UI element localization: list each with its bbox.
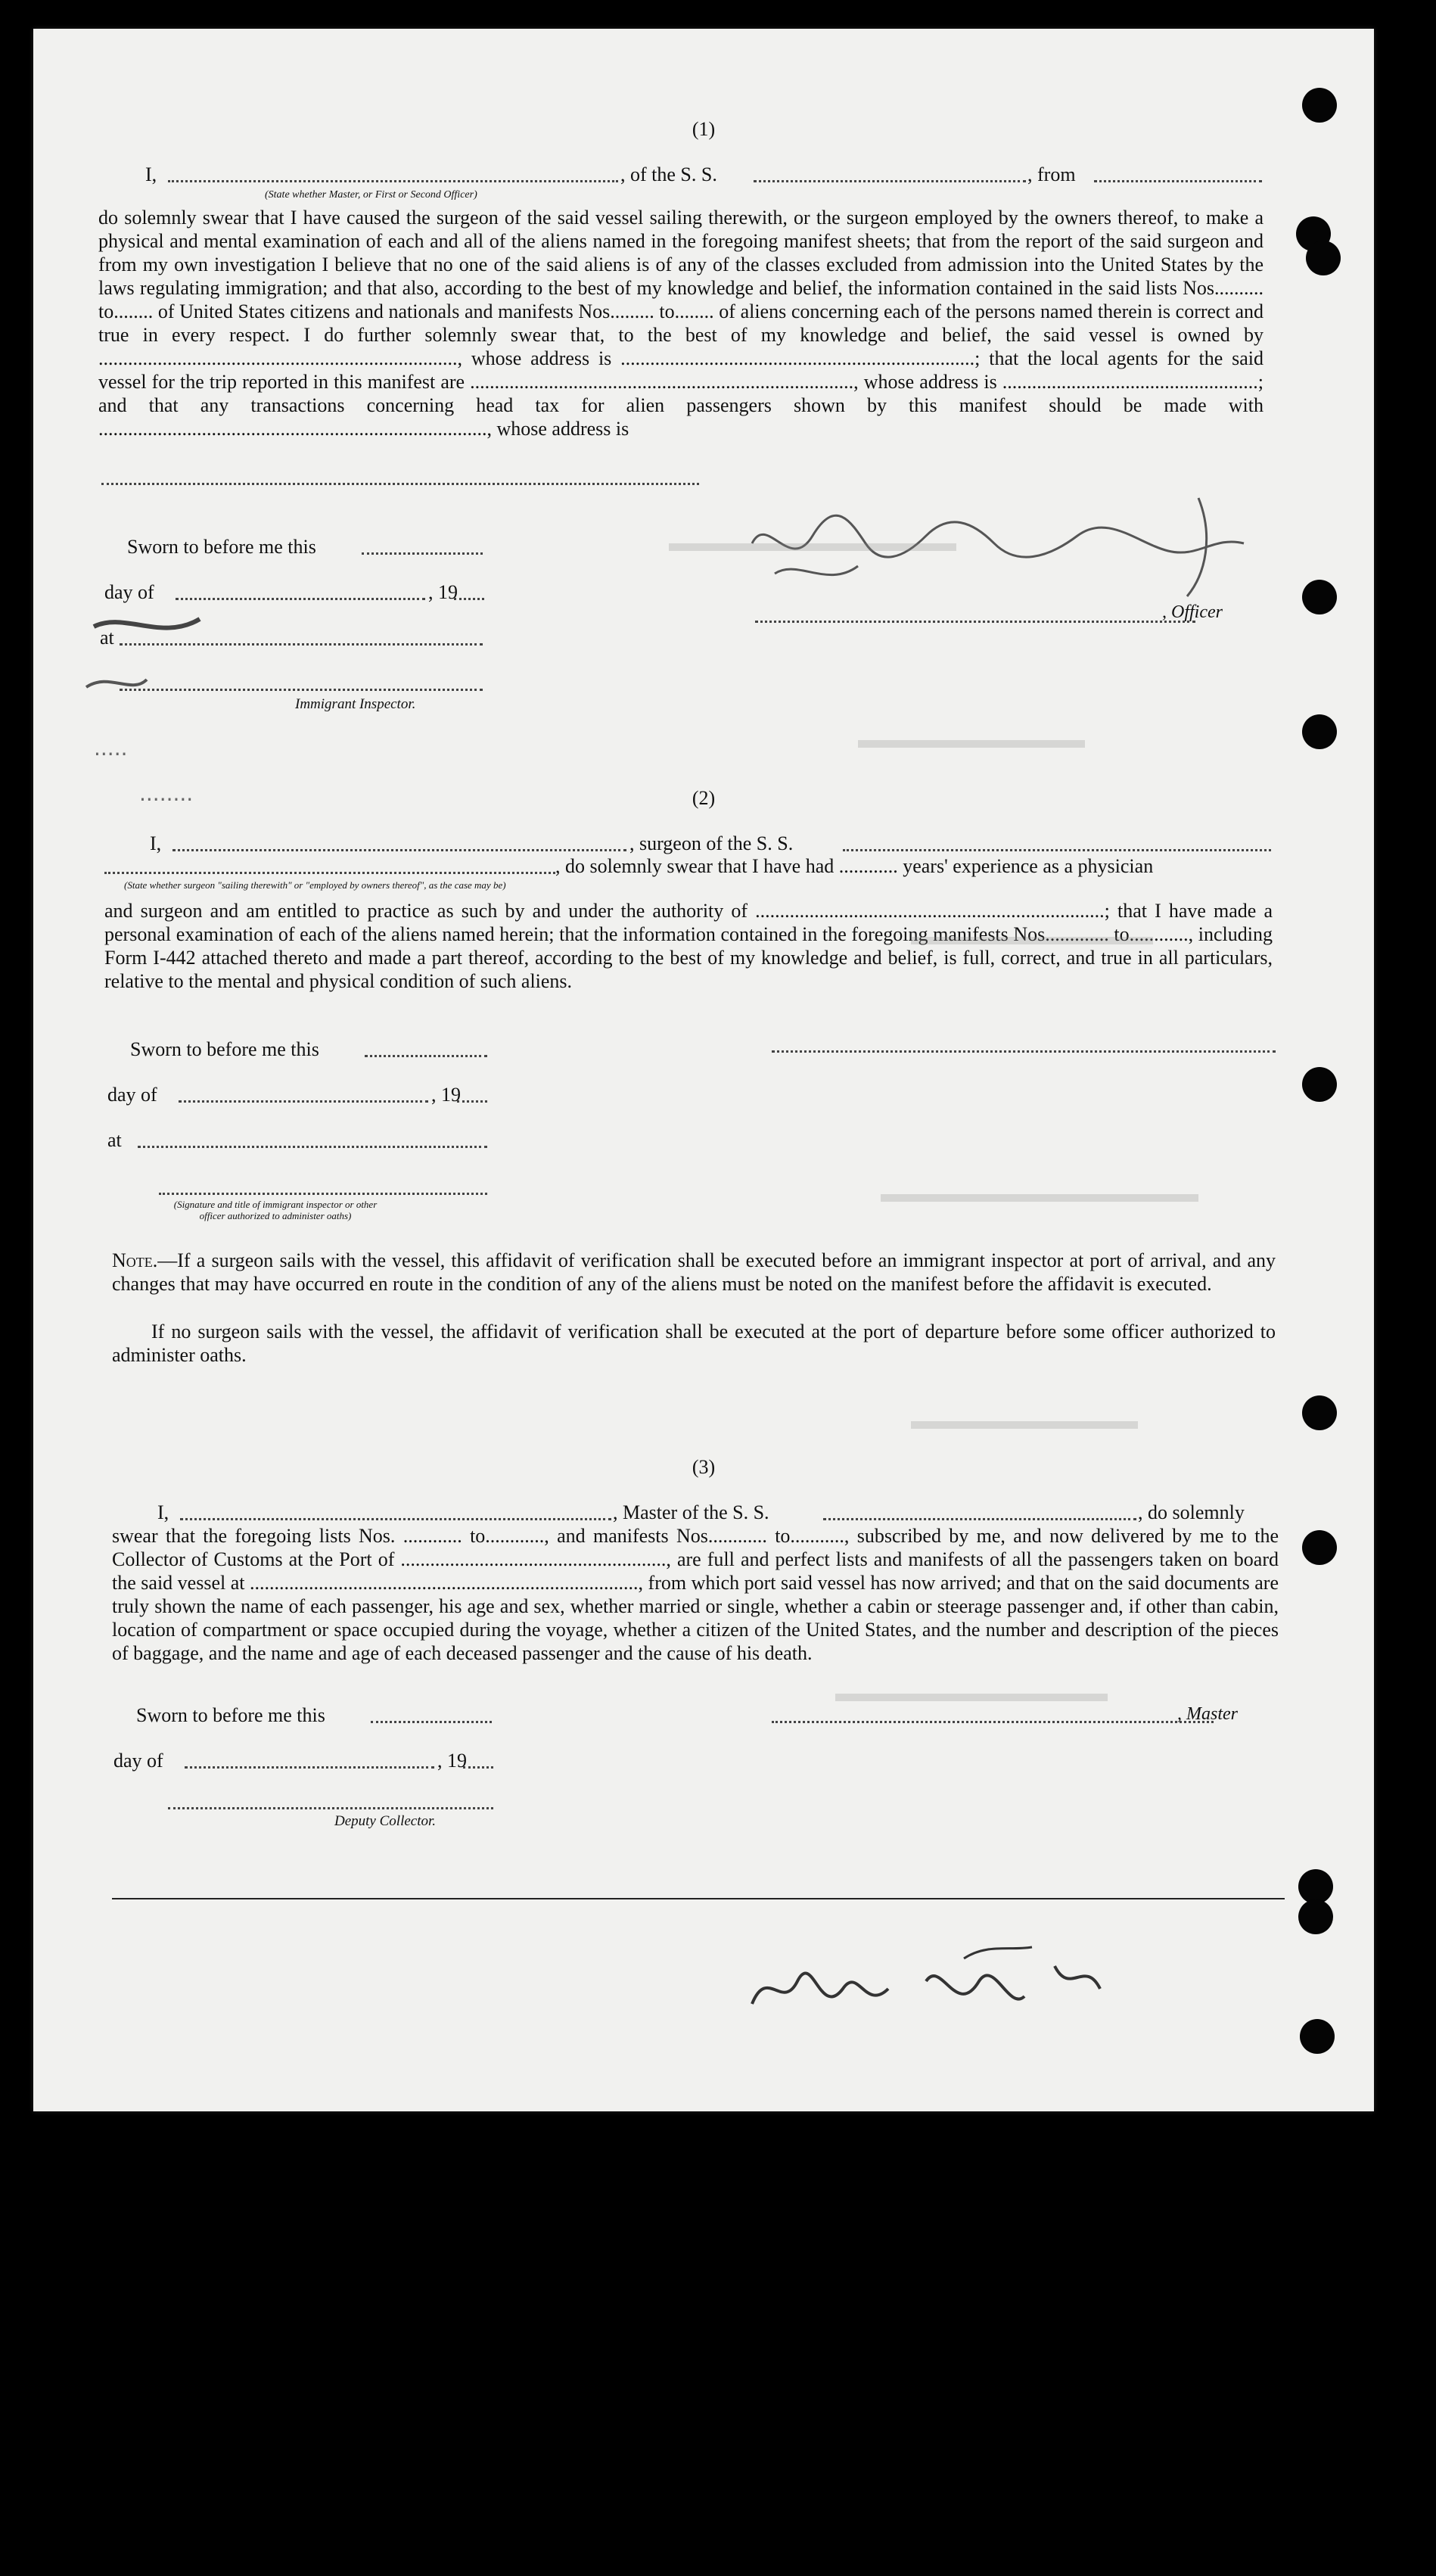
- svg-text:.....: .....: [94, 736, 128, 761]
- section-1-i: I,: [145, 163, 157, 185]
- section-1-from: , from: [1027, 163, 1076, 185]
- day-month-line: [176, 598, 425, 600]
- section-1-body: do solemnly swear that I have caused the surgeon of the said vessel sailing therewith, or the surgeon employed by the owners thereof, to make a physical and mental examination of each and all of the aliens named in the foregoing manifest sheets; that from the report of the said surgeon and from my own investigation I believe that no one of the said aliens is of any of the classes excluded from admission into the United States by the laws regulating immigration; and that also, according to the best of my knowledge and belief, the information contained in the said lists Nos.......... to........ of United States citizens and nationals and manifests Nos......... to........ of aliens concerning each of the persons named therein is correct and true in every respect. I do further solemnly swear that, to the best of my knowledge and belief, the said vessel is owned by ........................................................................., whose address is ........................................................................; that the local agents for the said vessel for the trip reported in this manifest are .............................................................................., whose address is ....................................................; and that any transactions concerning head tax for alien passengers shown by this manifest should be made with ..............................................................................., whose address is: [98, 207, 1263, 440]
- section-1-number: (1): [692, 118, 716, 140]
- section-1-day-of: day of: [104, 581, 154, 603]
- day-month-line-3: [185, 1766, 434, 1769]
- section-3-nineteen: , 19: [437, 1750, 467, 1772]
- bleed-through-marks: [518, 513, 1289, 1875]
- section-3-day-of: day of: [113, 1750, 163, 1772]
- section-2-day-of: day of: [107, 1084, 157, 1106]
- punch-hole: [1302, 1067, 1337, 1102]
- section-3-sworn: Sworn to before me this: [136, 1704, 325, 1726]
- year-line-3: [463, 1766, 493, 1769]
- document-page: [33, 29, 1374, 2111]
- collector-caption: Deputy Collector.: [334, 1813, 437, 1829]
- section-3-master: , Master of the S. S.: [613, 1501, 769, 1523]
- section-3-number: (3): [692, 1456, 716, 1478]
- section-2-nineteen: , 19: [431, 1084, 461, 1106]
- sworn-date-line-3: [371, 1721, 492, 1723]
- surgeon-status-line: [104, 872, 555, 874]
- section-1-sworn: Sworn to before me this: [127, 536, 316, 558]
- section-1-nineteen: , 19: [428, 581, 458, 603]
- section-2-line2: , do solemnly swear that I have had ............ years' experience as a physician: [555, 855, 1154, 877]
- punch-hole: [1298, 1899, 1333, 1934]
- master-name-line: [168, 180, 618, 182]
- section-3-i: I,: [157, 1501, 169, 1523]
- section-2-body: and surgeon and am entitled to practice as such by and under the authority of .......................................................................; that I have made a personal examination of each of the aliens named herein; that the information contained in the foregoing manifests Nos............. to............, including Form I-442 attached thereto and made a part thereof, according to the best of my knowledge and belief, is full, correct, and true in all particulars, relative to the mental and physical condition of such aliens.: [104, 900, 1273, 992]
- at-place-line-2: [138, 1146, 487, 1148]
- inspector-signature-line-2: [159, 1193, 487, 1195]
- section-2-at: at: [107, 1129, 122, 1151]
- punch-hole: [1300, 2019, 1335, 2054]
- note-label: Note.: [112, 1249, 158, 1271]
- stamp-marks: [79, 611, 275, 808]
- inspector-caption: Immigrant Inspector.: [295, 696, 416, 712]
- punch-hole: [1302, 714, 1337, 749]
- master-label: , Master: [1177, 1704, 1238, 1724]
- officer-label: , Officer: [1162, 602, 1223, 622]
- section-1-of-ss: , of the S. S.: [620, 163, 717, 185]
- vessel-name-line: [754, 180, 1026, 182]
- section-2-number: (2): [692, 787, 716, 809]
- svg-text:........: ........: [139, 781, 194, 806]
- note-body: —If a surgeon sails with the vessel, this affidavit of verification shall be executed before an immigrant inspector at port of arrival, and any changes that may have occurred en route in the condition of any of the aliens must be noted on the manifest before the affidavit is executed.: [112, 1249, 1276, 1295]
- surgeon-caption: (State whether surgeon "sailing therewith" or "employed by owners thereof", as the case may be): [124, 879, 506, 891]
- year-line-2: [457, 1100, 487, 1103]
- section-2-sworn: Sworn to before me this: [130, 1038, 319, 1060]
- section-3-body: swear that the foregoing lists Nos. ............ to............, and manifests Nos............ to..........., subscribed by me, and now delivered by me to the Collector of Customs at the Port of ......................................................, are full and perfect lists and manifests of all the passengers taken on board the said vessel at ..............................................................................., from which port said vessel has now arrived; and that on the said documents are truly shown the name of each passenger, his age and sex, whether married or single, whether a cabin or steerage passenger and, if other than cabin, location of compartment or space occupied during the voyage, whether a citizen of the United States, and the number and description of the pieces of baggage, and the name and age of each deceased passenger and the cause of his death.: [112, 1525, 1279, 1664]
- master-caption: (State whether Master, or First or Second Officer): [265, 189, 477, 201]
- sworn-date-line-2: [365, 1055, 487, 1057]
- collector-signature-line: [168, 1807, 493, 1809]
- punch-hole: [1302, 1530, 1337, 1565]
- bottom-rule: [112, 1898, 1285, 1899]
- from-port-line: [1094, 180, 1262, 182]
- section-2-i: I,: [150, 832, 162, 854]
- section-3-end: , do solemnly: [1138, 1501, 1245, 1523]
- year-line: [454, 598, 484, 600]
- section-2-surgeon: , surgeon of the S. S.: [629, 832, 794, 854]
- note-body-2: If no surgeon sails with the vessel, the affidavit of verification shall be executed at the port of departure before some officer authorized to administer oaths.: [112, 1321, 1276, 1366]
- punch-hole: [1302, 580, 1337, 614]
- signature-caption: (Signature and title of immigrant inspector or other officer authorized to administer oaths): [173, 1199, 378, 1221]
- address-continuation-line: [101, 483, 699, 485]
- handwritten-note: [737, 1936, 1130, 2042]
- sworn-date-line: [362, 552, 483, 555]
- day-month-line-2: [179, 1100, 428, 1103]
- section-1-at: at: [100, 627, 114, 649]
- punch-hole: [1306, 241, 1341, 275]
- punch-hole: [1302, 1395, 1337, 1430]
